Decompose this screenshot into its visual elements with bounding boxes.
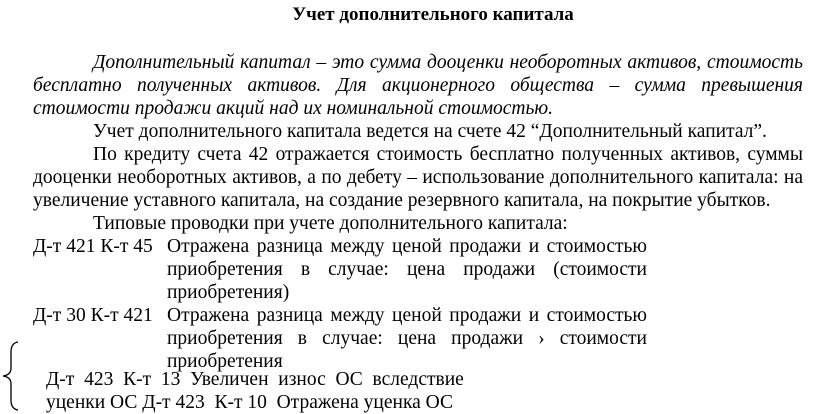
bottom-entry-line-2: уценки ОС Д-т 423 К-т 10 Отражена уценка ОС xyxy=(46,392,453,413)
credit-debit-paragraph: По кредиту счета 42 отражается стоимость бесплатно полученных активов, суммы дооценки необоротных активов, а по дебету – использование дополнительного капитала: на увеличение уставного капитала, на создание резервного капитала, на покрытие убытков. xyxy=(33,144,803,211)
document-title: Учет дополнительного капитала xyxy=(292,4,574,25)
entry-code-2: Д-т 30 К-т 421 xyxy=(33,305,153,326)
left-brace-icon xyxy=(0,340,22,412)
definition-paragraph: Дополнительный капитал – это сумма дооценки необоротных активов, стоимость бесплатно полученных активов. Для акционерного общества – сумма превышения стоимости продажи акций над их номинальной стоимостью. xyxy=(33,52,803,119)
entry-text-2: Отражена разница между ценой продажи и стоимостью приобретения в случае: цена продажи › стоимости приобретения xyxy=(167,305,647,372)
entry-text-1: Отражена разница между ценой продажи и стоимостью приобретения в случае: цена продажи (стоимости приобретения) xyxy=(167,236,647,303)
typical-entries-heading: Типовые проводки при учете дополнительного капитала: xyxy=(93,213,568,234)
entry-code-1: Д-т 421 К-т 45 xyxy=(33,236,153,257)
account-paragraph: Учет дополнительного капитала ведется на счете 42 “Дополнительный капитал”. xyxy=(93,121,767,142)
bottom-entry-line-1: Д-т 423 К-т 13 Увеличен износ ОС вследствие xyxy=(46,369,464,390)
